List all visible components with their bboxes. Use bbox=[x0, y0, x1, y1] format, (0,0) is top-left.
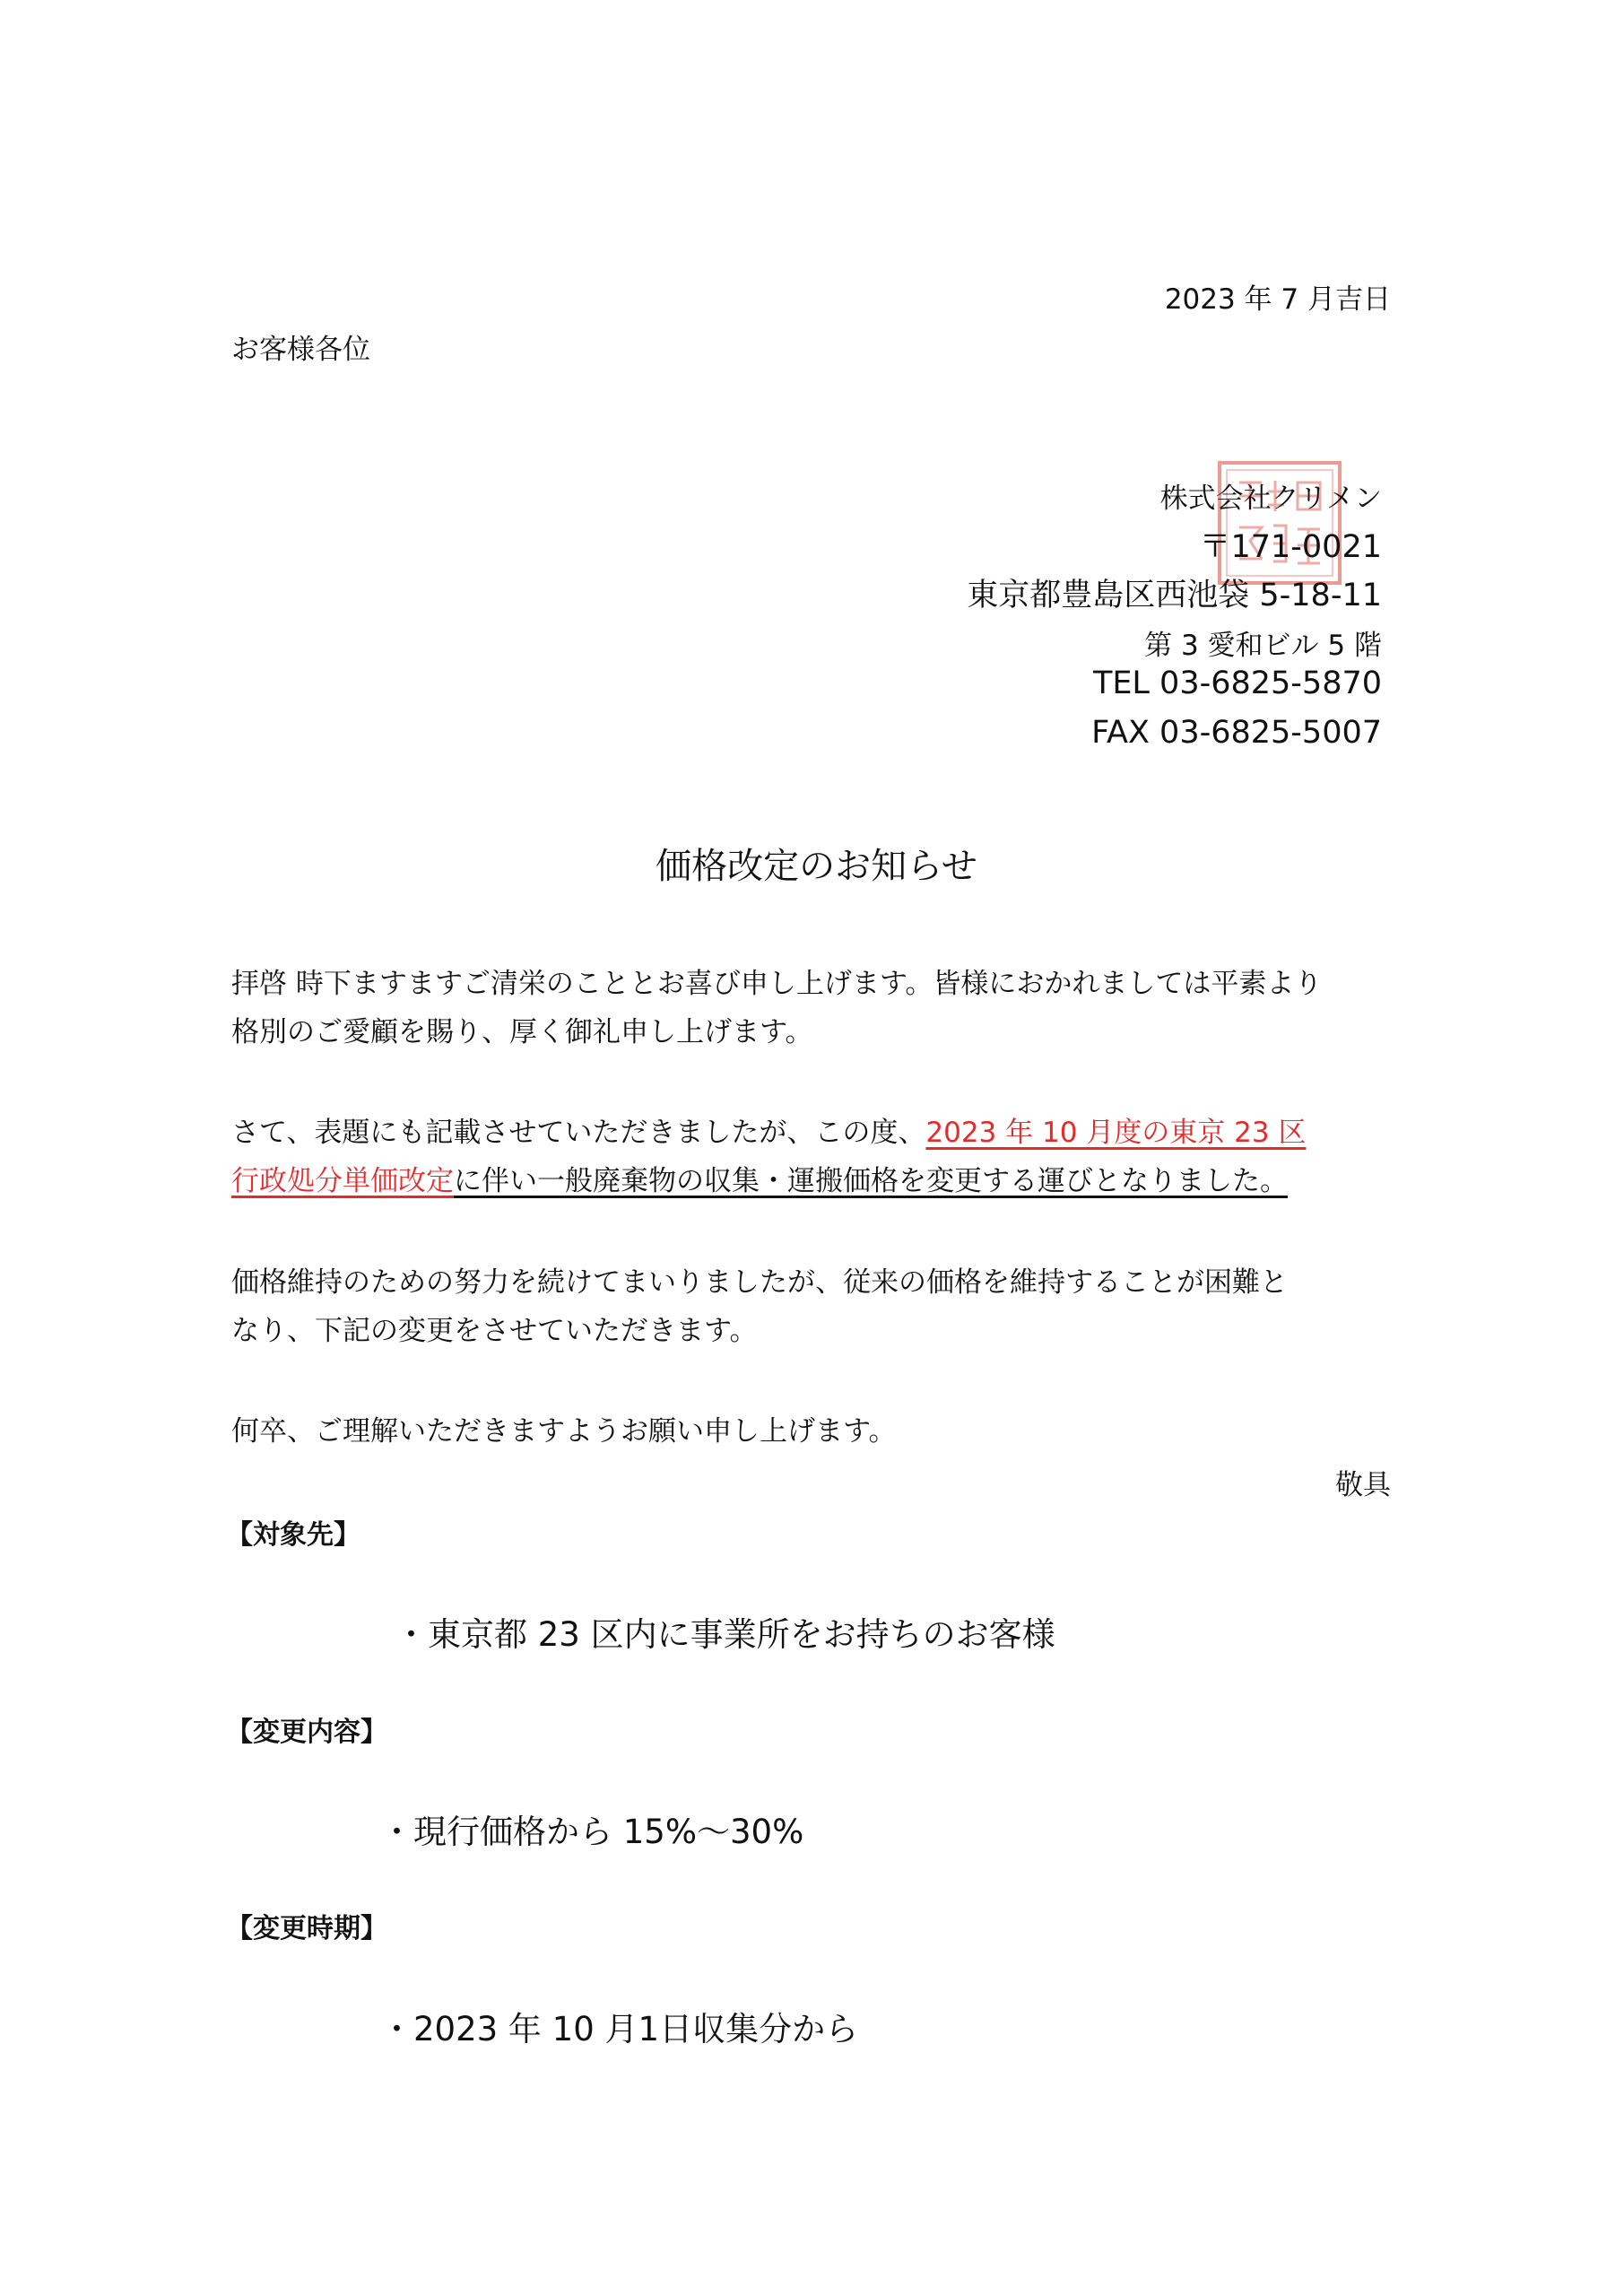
paragraph-notice-line2 bbox=[231, 1157, 1288, 1205]
sender-tel: TEL 03-6825-5870 bbox=[1092, 665, 1382, 701]
section-item-change: ・現行価格から 15%～30% bbox=[380, 1813, 804, 1851]
recipient: お客様各位 bbox=[231, 334, 370, 366]
section-heading-timing: 【変更時期】 bbox=[226, 1913, 387, 1944]
paragraph-reason-line2: なり、下記の変更をさせていただきます。 bbox=[231, 1315, 758, 1347]
paragraph-request: 何卒、ご理解いただきますようお願い申し上げます。 bbox=[231, 1415, 897, 1448]
notice-text-intro: さて、表題にも記載させていただきましたが、この度、 bbox=[231, 1117, 926, 1149]
sender-building: 第 3 愛和ビル 5 階 bbox=[1144, 630, 1382, 662]
document-title: 価格改定のお知らせ bbox=[656, 846, 977, 887]
letter-date: 2023 年 7 月吉日 bbox=[1164, 283, 1391, 316]
sender-company: 株式会社クリメン bbox=[1159, 483, 1382, 515]
section-item-timing: ・2023 年 10 月1日収集分から bbox=[380, 2010, 859, 2048]
paragraph-reason-line1: 価格維持のための努力を続けてまいりましたが、従来の価格を維持することが困難と bbox=[231, 1266, 1288, 1299]
sender-postal: 〒171-0021 bbox=[1199, 529, 1382, 565]
paragraph-notice-line1 bbox=[231, 1109, 1306, 1157]
closing-keigu: 敬具 bbox=[1335, 1469, 1391, 1501]
sender-address: 東京都豊島区西池袋 5-18-11 bbox=[967, 578, 1382, 613]
paragraph-greeting-line2: 格別のご愛顧を賜り、厚く御礼申し上げます。 bbox=[231, 1016, 813, 1048]
section-heading-target: 【対象先】 bbox=[226, 1519, 360, 1551]
sender-fax: FAX 03-6825-5007 bbox=[1091, 715, 1382, 751]
notice-text-change: に伴い一般廃棄物の収集・運搬価格を変更する運びとなりました。 bbox=[454, 1165, 1288, 1197]
section-heading-change: 【変更内容】 bbox=[226, 1717, 387, 1748]
notice-highlight-revision: 行政処分単価改定 bbox=[231, 1165, 454, 1197]
paragraph-greeting-line1: 拝啓 時下ますますご清栄のこととお喜び申し上げます。皆様におかれましては平素より bbox=[231, 968, 1323, 1000]
section-item-target: ・東京都 23 区内に事業所をお持ちのお客様 bbox=[395, 1615, 1055, 1654]
notice-highlight-date: 2023 年 10 月度の東京 23 区 bbox=[925, 1117, 1307, 1149]
